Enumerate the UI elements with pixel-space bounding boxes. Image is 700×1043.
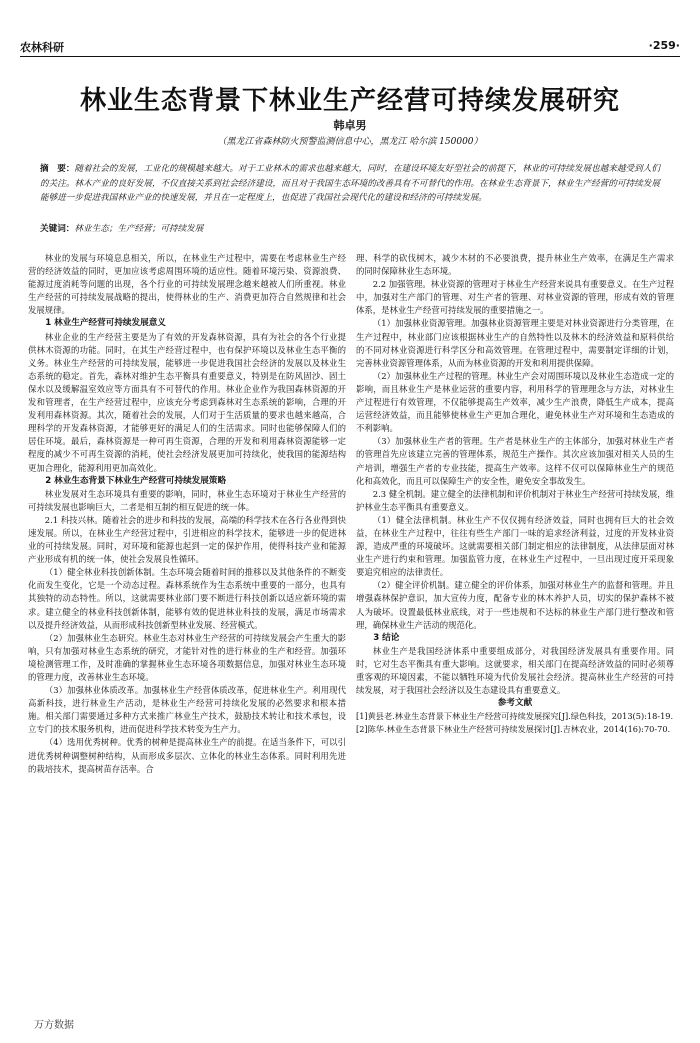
article-title: 林业生态背景下林业生产经营可持续发展研究 xyxy=(79,86,620,116)
left-column xyxy=(28,252,346,1012)
section-heading: 2 林业生态背景下林业生产经营可持续发展策略 xyxy=(45,475,227,486)
watermark: 万方数据 xyxy=(34,1020,74,1031)
body-paragraph: 林业的发展与环境息息相关，所以，在林业生产过程中，需要在考虑林业生产经营的经济效益的同时，更加应该考虑周围环境的适应性。随着环境污染、资源浪费、能源过度消耗等问题的出现，各个行业的可持续发展理念越来越被人们所重视。林业生产经营的可持续发展战略的提出，使得林业的生产、消费更加符合自然规律和社会发展规律。 xyxy=(28,253,346,316)
journal-name: 农林科研 xyxy=(20,41,64,54)
body-paragraph: 2.1 科技兴林。随着社会的进步和科技的发展，高端的科学技术在各行各业得到快速发展。所以，在林业生产经营过程中，引进相应的科学技术，能够进一步的促进林业的可持续发展。同时，对环境和能源也起到一定的保护作用，使得科技产业和能源产业形成有机的统一体，使社会发展良性循环。 xyxy=(28,514,346,565)
abstract-text: 随着社会的发展，工业化的规模越来越大。对于工业林木的需求也越来越大，同时，在建设环境友好型社会的前提下，林业的可持续发展也越来越受到人们的关注。林木产业的良好发展，不仅直接关系到社会经济建设，而且对于我国生态环境的改善具有不可替代的作用。在林业生态背景下，林业生产经营的可持续发展能够进一步促进我国林业产业的快速发展，并且在一定程度上，也促进了我国社会现代化的建设和经济的可持续发展。 xyxy=(40,164,660,203)
body-paragraph: （1）健全法律机制。林业生产不仅仅拥有经济效益，同时也拥有巨大的社会效益，在林业生产过程中，往往有些生产部门一味的追求经济利益，过度的开发林业资源，造成严重的环境破坏。这就需要相关部门制定相应的法律制度，从法律层面对林业生产进行约束和管理。加强监管力度，在林业生产过程中，一旦出现过度开采现象要追究相应的法律责任。 xyxy=(356,514,674,578)
header-rule xyxy=(20,56,680,57)
right-column xyxy=(356,252,674,1012)
body-paragraph: （1）健全林业科技创新体制。生态环境会随着时间的推移以及其他条件的不断变化而发生变化，它是一个动态过程。森林系统作为生态系统中重要的一部分，也具有其独特的动态特性。所以，这就需要林业部门要不断进行科技创新以适应新环境的需求。建立健全的林业科技创新体制，能够有效的促进林业科技的发展，满足市场需求以及提升经济效益，从而形成科技创新型林业发展、经营模式。 xyxy=(28,567,346,630)
reference-item: [1]黄县老.林业生态背景下林业生产经营可持续发展探究[J].绿色科技，2013(5):18-19. xyxy=(356,711,674,722)
page-number: ·259· xyxy=(648,39,680,52)
keywords-label: 关键词： xyxy=(40,224,75,234)
body-paragraph: （2）加强林业生态研究。林业生态对林业生产经营的可持续发展会产生重大的影响，只有加强对林业生态系统的研究，才能针对性的进行林业的生产和经营。加强环境检测管理工作，及时准确的掌握林业生态环境各项数据信息，加强对林业生态环境的管理力度，改善林业生态环境。 xyxy=(28,632,346,682)
running-header xyxy=(20,36,680,54)
body-paragraph: （2）健全评价机制。建立健全的评价体系，加强对林业生产的监督和管理。并且增强森林保护意识，加大宣传力度，配备专业的林木养护人员，切实的保护森林不被人为破坏。设置最低林业底线，对于一些违规和不达标的林业生产部门进行整改和管理，确保林业生产活动的规范化。 xyxy=(356,580,674,630)
body-paragraph: 2.2 加强管理。林业资源的管理对于林业生产经营来说具有重要意义。在生产过程中，加强对生产部门的管理、对生产者的管理、对林业资源的管理，形成有效的管理体系，是林业生产经营可持续发展的重要措施之一。 xyxy=(356,279,674,316)
keywords xyxy=(40,222,660,236)
abstract xyxy=(40,162,660,206)
body-paragraph: 林业发展对生态环境具有重要的影响，同时，林业生态环境对于林业生产经营的可持续发展也影响巨大，二者是相互制约相互促进的统一体。 xyxy=(28,488,346,512)
author-name: 韩卓男 xyxy=(333,119,367,132)
author-affiliation: （黑龙江省森林防火预警监测信息中心，黑龙江 哈尔滨 150000） xyxy=(217,137,483,147)
body-paragraph: （3）加强林业体质改革。加强林业生产经营体质改革，促进林业生产。利用现代高新科技，进行林业生产活动，是林业生产经营可持续化发展的必然要求和根本措施。相关部门需要通过多种方式来推广林业生产技术，鼓励技术转让和技术承包，设立专门的技术服务机构，进而促进科学技术转变为生产力。 xyxy=(28,685,346,735)
abstract-label: 摘 要： xyxy=(40,164,75,174)
body-paragraph: （1）加强林业资源管理。加强林业资源管理主要是对林业资源进行分类管理，在生产过程中，林业部门应该根据林业生产的自然特性以及林木的经济效益和原料供给的不同对林业资源进行科学区分和高效管理。在管理过程中，需要制定详细的计划，完善林业资源管理体系，从而为林业资源的开发和利用提供保障。 xyxy=(356,318,674,368)
references-heading: 参考文献 xyxy=(497,698,533,709)
body-paragraph: 理、科学的砍伐树木，减少木材的不必要浪费，提升林业生产效率，在满足生产需求的同时保障林业生态环境。 xyxy=(356,253,674,277)
reference-item: [2]陈华.林业生态背景下林业生产经营可持续发展探讨[J].吉林农业，2014(16):70-70. xyxy=(356,724,671,735)
body-paragraph: 林业企业的生产经营主要是为了有效的开发森林资源，具有为社会的各个行业提供林木资源的功能。同时，在其生产经营过程中，也有保护环境以及林业生态平衡的义务。林业生产经营的可持续发展，能够进一步促进我国社会经济的发展以及林业生态系统的稳定。首先，森林对维护生态平衡具有重要意义，特别是在防风固沙、固土保水以及缓解温室效应等方面具有不可替代的作用。林业企业作为我国森林资源的开发和管理者，在生产经营过程中，应该充分考虑到森林对生态系统的影响，合理的开发利用森林资源。其次，随着社会的发展，人们对于生活质量的要求也越来越高，合理科学的开发森林资源，才能够更好的满足人们的生活需求。同时也能够保障人们的居住环境。最后，森林资源是一种可再生资源，合理的开发和利用森林资源能够一定程度的减少不可再生资源的消耗，使社会经济发展更加可持续化，使我国的能源结构更加合理化，能源利用更加高效化。 xyxy=(28,331,346,473)
keywords-text: 林业生态；生产经营；可持续发展 xyxy=(74,224,204,234)
body-paragraph: （3）加强林业生产者的管理。生产者是林业生产的主体部分，加强对林业生产者的管理首先应该建立完善的管理体系，规范生产操作。其次应该加强对相关人员的生产培训，增强生产者的专业技能，提高生产效率。这样不仅可以保障林业生产的规范化和高效化，而且可以保障生产的安全性，避免安全事故发生。 xyxy=(356,436,674,486)
body-paragraph: 林业生产是我国经济体系中重要组成部分，对我国经济发展具有重要作用。同时，它对生态平衡具有重大影响。这就要求，相关部门在提高经济效益的同时必须尊重客观的环境因素，不能以牺牲环境为代价发展社会经济。提高林业生产经营的可持续发展，对于我国社会经济以及生态建设具有重要意义。 xyxy=(356,645,674,696)
body-paragraph: （2）加强林业生产过程的管理。林业生产会对周围环境以及林业生态造成一定的影响，而且林业生产是林业运营的重要内容，利用科学的管理理念与方法，对林业生产过程进行有效管理，不仅能够提高生产效率，减少生产浪费，降低生产成本，提高运营经济效益，而且能够使林业生产更加合理化，避免林业生产对环境和生态造成的不利影响。 xyxy=(356,370,674,434)
section-heading: 1 林业生产经营可持续发展意义 xyxy=(45,318,166,329)
section-heading: 3 结论 xyxy=(373,632,400,643)
body-paragraph: （4）选用优秀树种。优秀的树种是提高林业生产的前提。在适当条件下，可以引进优秀树种调整树种结构，从而形成多层次、立体化的林业生态体系。同时利用先进的栽培技术，提高树苗存活率。合 xyxy=(28,737,346,774)
body-paragraph: 2.3 健全机制。建立健全的法律机制和评价机制对于林业生产经营可持续发展，维护林业生态平衡具有重要意义。 xyxy=(356,488,674,512)
